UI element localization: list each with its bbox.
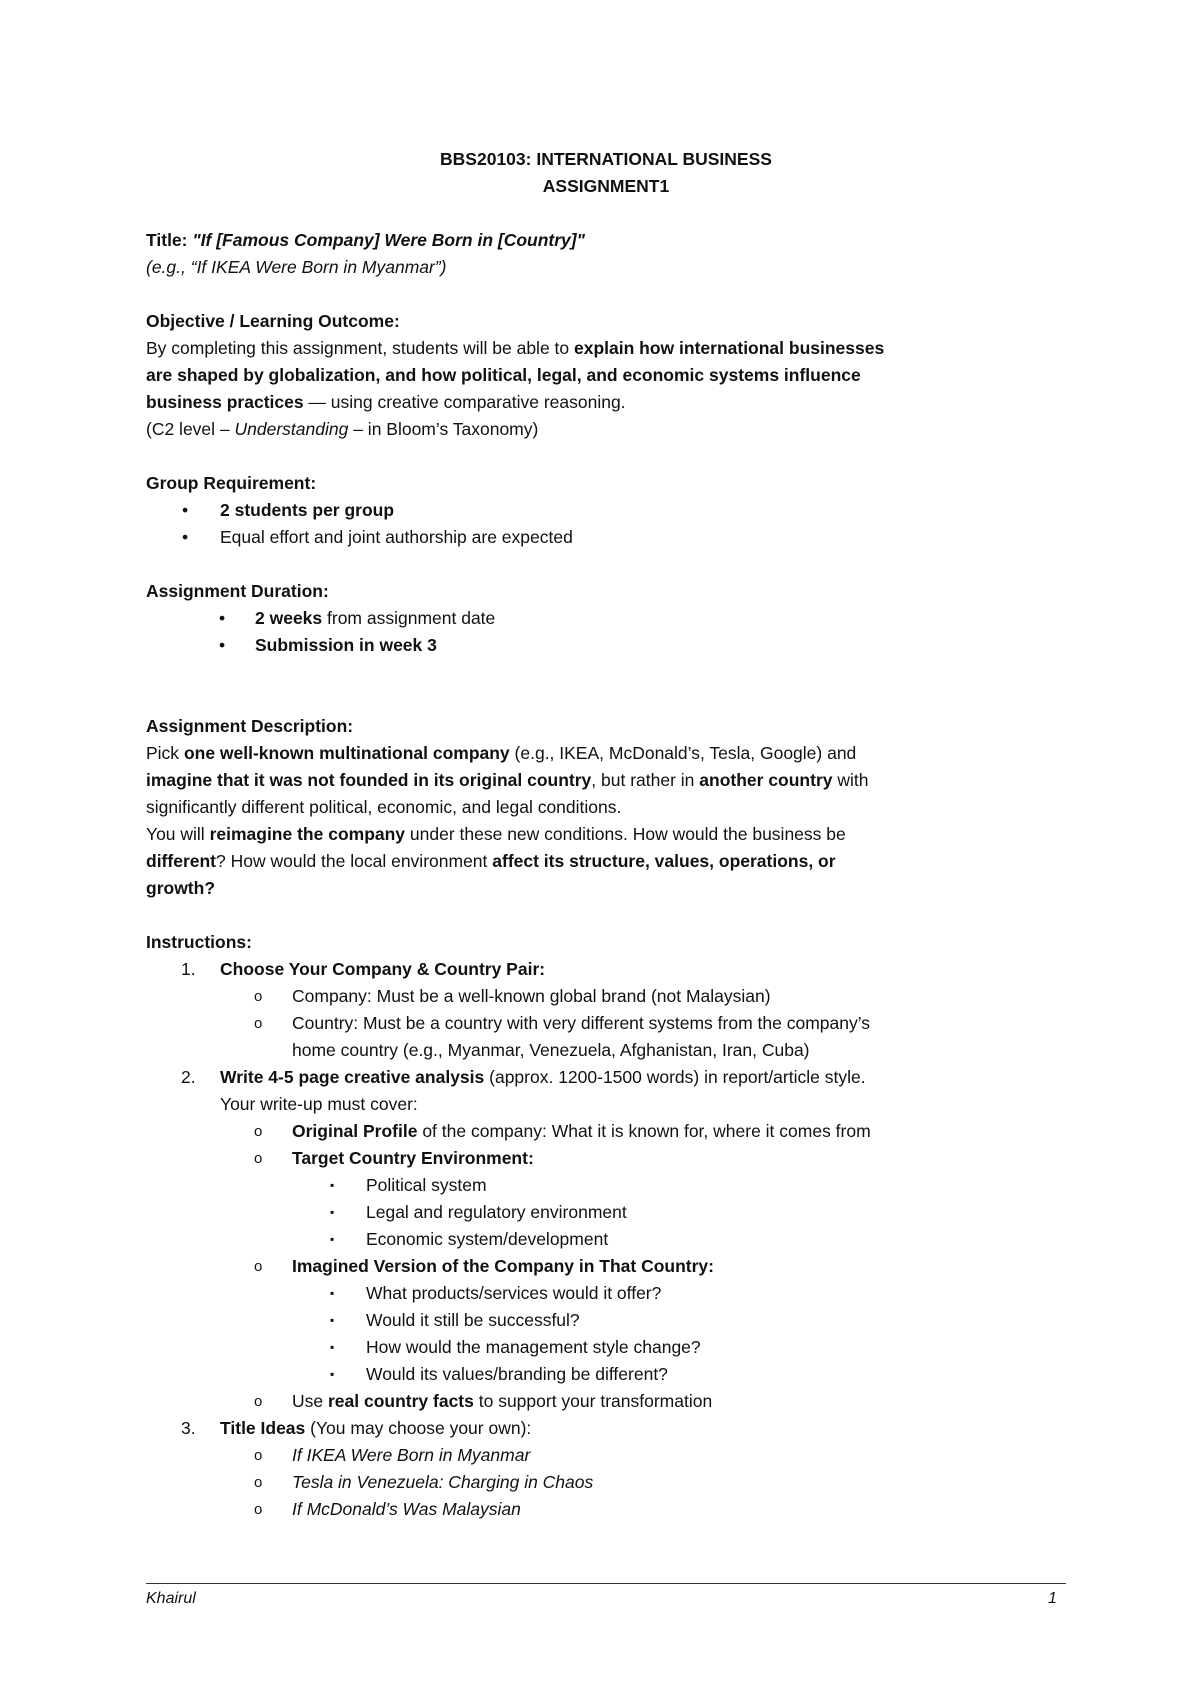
instruction-step-2: 2. Write 4-5 page creative analysis (approx. 1200-1500 words) in report/article style. xyxy=(146,1064,1066,1091)
list-item xyxy=(146,524,1066,551)
bullet-icon: • xyxy=(182,527,189,547)
circle-bullet-icon: o xyxy=(254,1447,263,1464)
document-page xyxy=(146,146,1066,1523)
step-number: 3. xyxy=(181,1418,196,1438)
description-heading: Assignment Description: xyxy=(146,716,354,736)
title-line xyxy=(146,227,1066,254)
objective-line-4 xyxy=(146,416,1066,443)
circle-bullet-icon: o xyxy=(254,1393,263,1410)
list-item-text: Submission in week 3 xyxy=(255,635,437,655)
square-bullet-icon: ▪ xyxy=(330,1367,335,1381)
objective-italic: Understanding xyxy=(234,419,349,439)
description-line: imagine that it was not founded in its original country, but rather in another country with xyxy=(146,770,869,790)
instruction-step-3: 3. Title Ideas (You may choose your own): xyxy=(146,1415,1066,1442)
circle-bullet-icon: o xyxy=(254,1150,263,1167)
circle-bullet-icon: o xyxy=(254,1474,263,1491)
square-bullet-icon: ▪ xyxy=(330,1313,335,1327)
sub-sub-item: ▪ Would its values/branding be different? xyxy=(146,1361,1066,1388)
circle-bullet-icon: o xyxy=(254,988,263,1005)
list-item xyxy=(146,605,1066,632)
objective-heading: Objective / Learning Outcome: xyxy=(146,311,400,331)
sub-sub-item: ▪ How would the management style change? xyxy=(146,1334,1066,1361)
description-line: growth? xyxy=(146,878,216,898)
footer-page-number: 1 xyxy=(1048,1590,1057,1607)
list-item-text: from assignment date xyxy=(322,608,496,628)
sub-item: o If IKEA Were Born in Myanmar xyxy=(146,1442,1066,1469)
circle-bullet-icon: o xyxy=(254,1015,263,1032)
title-label: Title: xyxy=(146,230,188,250)
list-item-emphasis: 2 weeks xyxy=(255,608,323,628)
sub-item: o Company: Must be a well-known global brand (not Malaysian) xyxy=(146,983,1066,1010)
bullet-icon: • xyxy=(219,635,226,655)
list-item-text: Equal effort and joint authorship are expected xyxy=(220,527,573,547)
description-line: significantly different political, economic, and legal conditions. xyxy=(146,797,622,817)
title-text: "If [Famous Company] Were Born in [Country]" xyxy=(192,230,585,250)
group-heading: Group Requirement: xyxy=(146,473,317,493)
objective-text: By completing this assignment, students will be able to xyxy=(146,338,574,358)
sub-item: o Target Country Environment: xyxy=(146,1145,1066,1172)
list-item xyxy=(146,632,1066,659)
sub-item: o Original Profile of the company: What it is known for, where it comes from xyxy=(146,1118,1066,1145)
footer-divider xyxy=(146,1583,1066,1584)
list-item-text: 2 students per group xyxy=(220,500,395,520)
step-title: Title Ideas xyxy=(220,1418,306,1438)
sub-sub-item: ▪ Political system xyxy=(146,1172,1066,1199)
step-title: Write 4-5 page creative analysis xyxy=(220,1067,485,1087)
objective-text: – in Bloom’s Taxonomy) xyxy=(348,419,539,439)
description-line: different? How would the local environment affect its structure, values, operations, or xyxy=(146,851,836,871)
objective-line-1 xyxy=(146,335,1066,362)
step-title: Choose Your Company & Country Pair: xyxy=(220,959,546,979)
footer-author: Khairul xyxy=(146,1590,196,1607)
objective-emphasis: business practices xyxy=(146,392,304,412)
square-bullet-icon: ▪ xyxy=(330,1286,335,1300)
bullet-icon: • xyxy=(182,500,189,520)
assignment-title: ASSIGNMENT1 xyxy=(542,176,670,196)
sub-sub-item: ▪ What products/services would it offer? xyxy=(146,1280,1066,1307)
square-bullet-icon: ▪ xyxy=(330,1340,335,1354)
sub-item: o Tesla in Venezuela: Charging in Chaos xyxy=(146,1469,1066,1496)
objective-emphasis: explain how international businesses xyxy=(574,338,885,358)
description-line: Pick one well-known multinational company (e.g., IKEA, McDonald’s, Tesla, Google) and xyxy=(146,743,857,763)
course-title: BBS20103: INTERNATIONAL BUSINESS xyxy=(440,149,772,169)
circle-bullet-icon: o xyxy=(254,1501,263,1518)
bullet-icon: • xyxy=(219,608,226,628)
sub-sub-item: ▪ Economic system/development xyxy=(146,1226,1066,1253)
duration-heading: Assignment Duration: xyxy=(146,581,329,601)
objective-line-3 xyxy=(146,389,1066,416)
sub-item: o Country: Must be a country with very different systems from the company’s xyxy=(146,1010,1066,1037)
objective-text: (C2 level – xyxy=(146,419,235,439)
sub-sub-item: ▪ Legal and regulatory environment xyxy=(146,1199,1066,1226)
circle-bullet-icon: o xyxy=(254,1258,263,1275)
description-line: You will reimagine the company under these new conditions. How would the business be xyxy=(146,824,846,844)
square-bullet-icon: ▪ xyxy=(330,1232,335,1246)
instruction-step-1 xyxy=(146,956,1066,983)
instructions-heading: Instructions: xyxy=(146,932,252,952)
objective-text: — using creative comparative reasoning. xyxy=(303,392,626,412)
circle-bullet-icon: o xyxy=(254,1123,263,1140)
step-number: 1. xyxy=(181,959,196,979)
sub-item-continued: home country (e.g., Myanmar, Venezuela, Afghanistan, Iran, Cuba) xyxy=(292,1040,810,1060)
sub-item: o Use real country facts to support your transformation xyxy=(146,1388,1066,1415)
sub-item: o Imagined Version of the Company in That Country: xyxy=(146,1253,1066,1280)
step-continued: Your write-up must cover: xyxy=(220,1094,418,1114)
list-item xyxy=(146,497,1066,524)
sub-item: o If McDonald’s Was Malaysian xyxy=(146,1496,1066,1523)
title-example: (e.g., “If IKEA Were Born in Myanmar”) xyxy=(146,257,447,277)
step-number: 2. xyxy=(181,1067,196,1087)
objective-line-2: are shaped by globalization, and how political, legal, and economic systems influence xyxy=(146,365,861,385)
sub-sub-item: ▪ Would it still be successful? xyxy=(146,1307,1066,1334)
square-bullet-icon: ▪ xyxy=(330,1178,335,1192)
square-bullet-icon: ▪ xyxy=(330,1205,335,1219)
